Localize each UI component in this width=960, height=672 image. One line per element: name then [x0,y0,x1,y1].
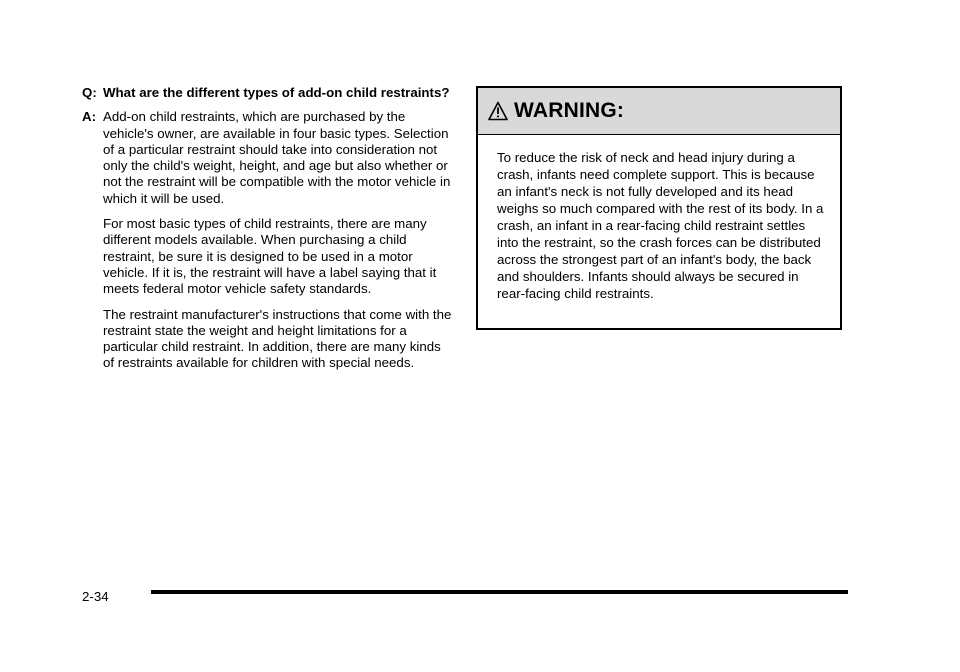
answer [82,109,454,371]
answer-paragraph-2: For most basic types of child restraints, there are many different models available. When purchasing a child restraint, be sure it is designed to be used in a motor vehicle. If it is, the restraint will have a label saying that it meets federal motor vehicle safety standards. [103,216,437,297]
footer-rule [151,590,848,594]
warning-box [476,86,842,330]
answer-paragraph-3: The restraint manufacturer's instructions that come with the restraint state the weight and height limitations for a particular child restraint. In addition, there are many kinds of restraints available for children with special needs. [103,306,452,371]
warning-title: WARNING: [514,99,625,122]
page-number: 2-34 [82,589,109,604]
answer-label: A: [82,109,97,125]
warning-text: To reduce the risk of neck and head injury during a crash, infants need complete support. This is because an infant's neck is not fully developed and its head weighs so much compared with the rest of its body. In a crash, an infant in a rear-facing child restraint settles into the restraint, so the crash forces can be distributed across the strongest part of an infant's body, the back and shoulders. Infants should always be secured in rear-facing child restraints. [497,150,824,301]
question-label: Q: [82,85,97,100]
warning-header [478,88,840,135]
warning-triangle-icon [488,101,508,121]
question [82,85,454,101]
qa-section [82,85,454,372]
answer-body [103,109,454,371]
question-text: What are the different types of add-on child restraints? [103,85,450,100]
answer-paragraph-1: Add-on child restraints, which are purchased by the vehicle's owner, are available in four basic types. Selection of a particular restraint should take into consideration not only the child's weight, height, and age but also whether or not the restraint will be compatible with the motor vehicle in which it will be used. [103,109,451,206]
